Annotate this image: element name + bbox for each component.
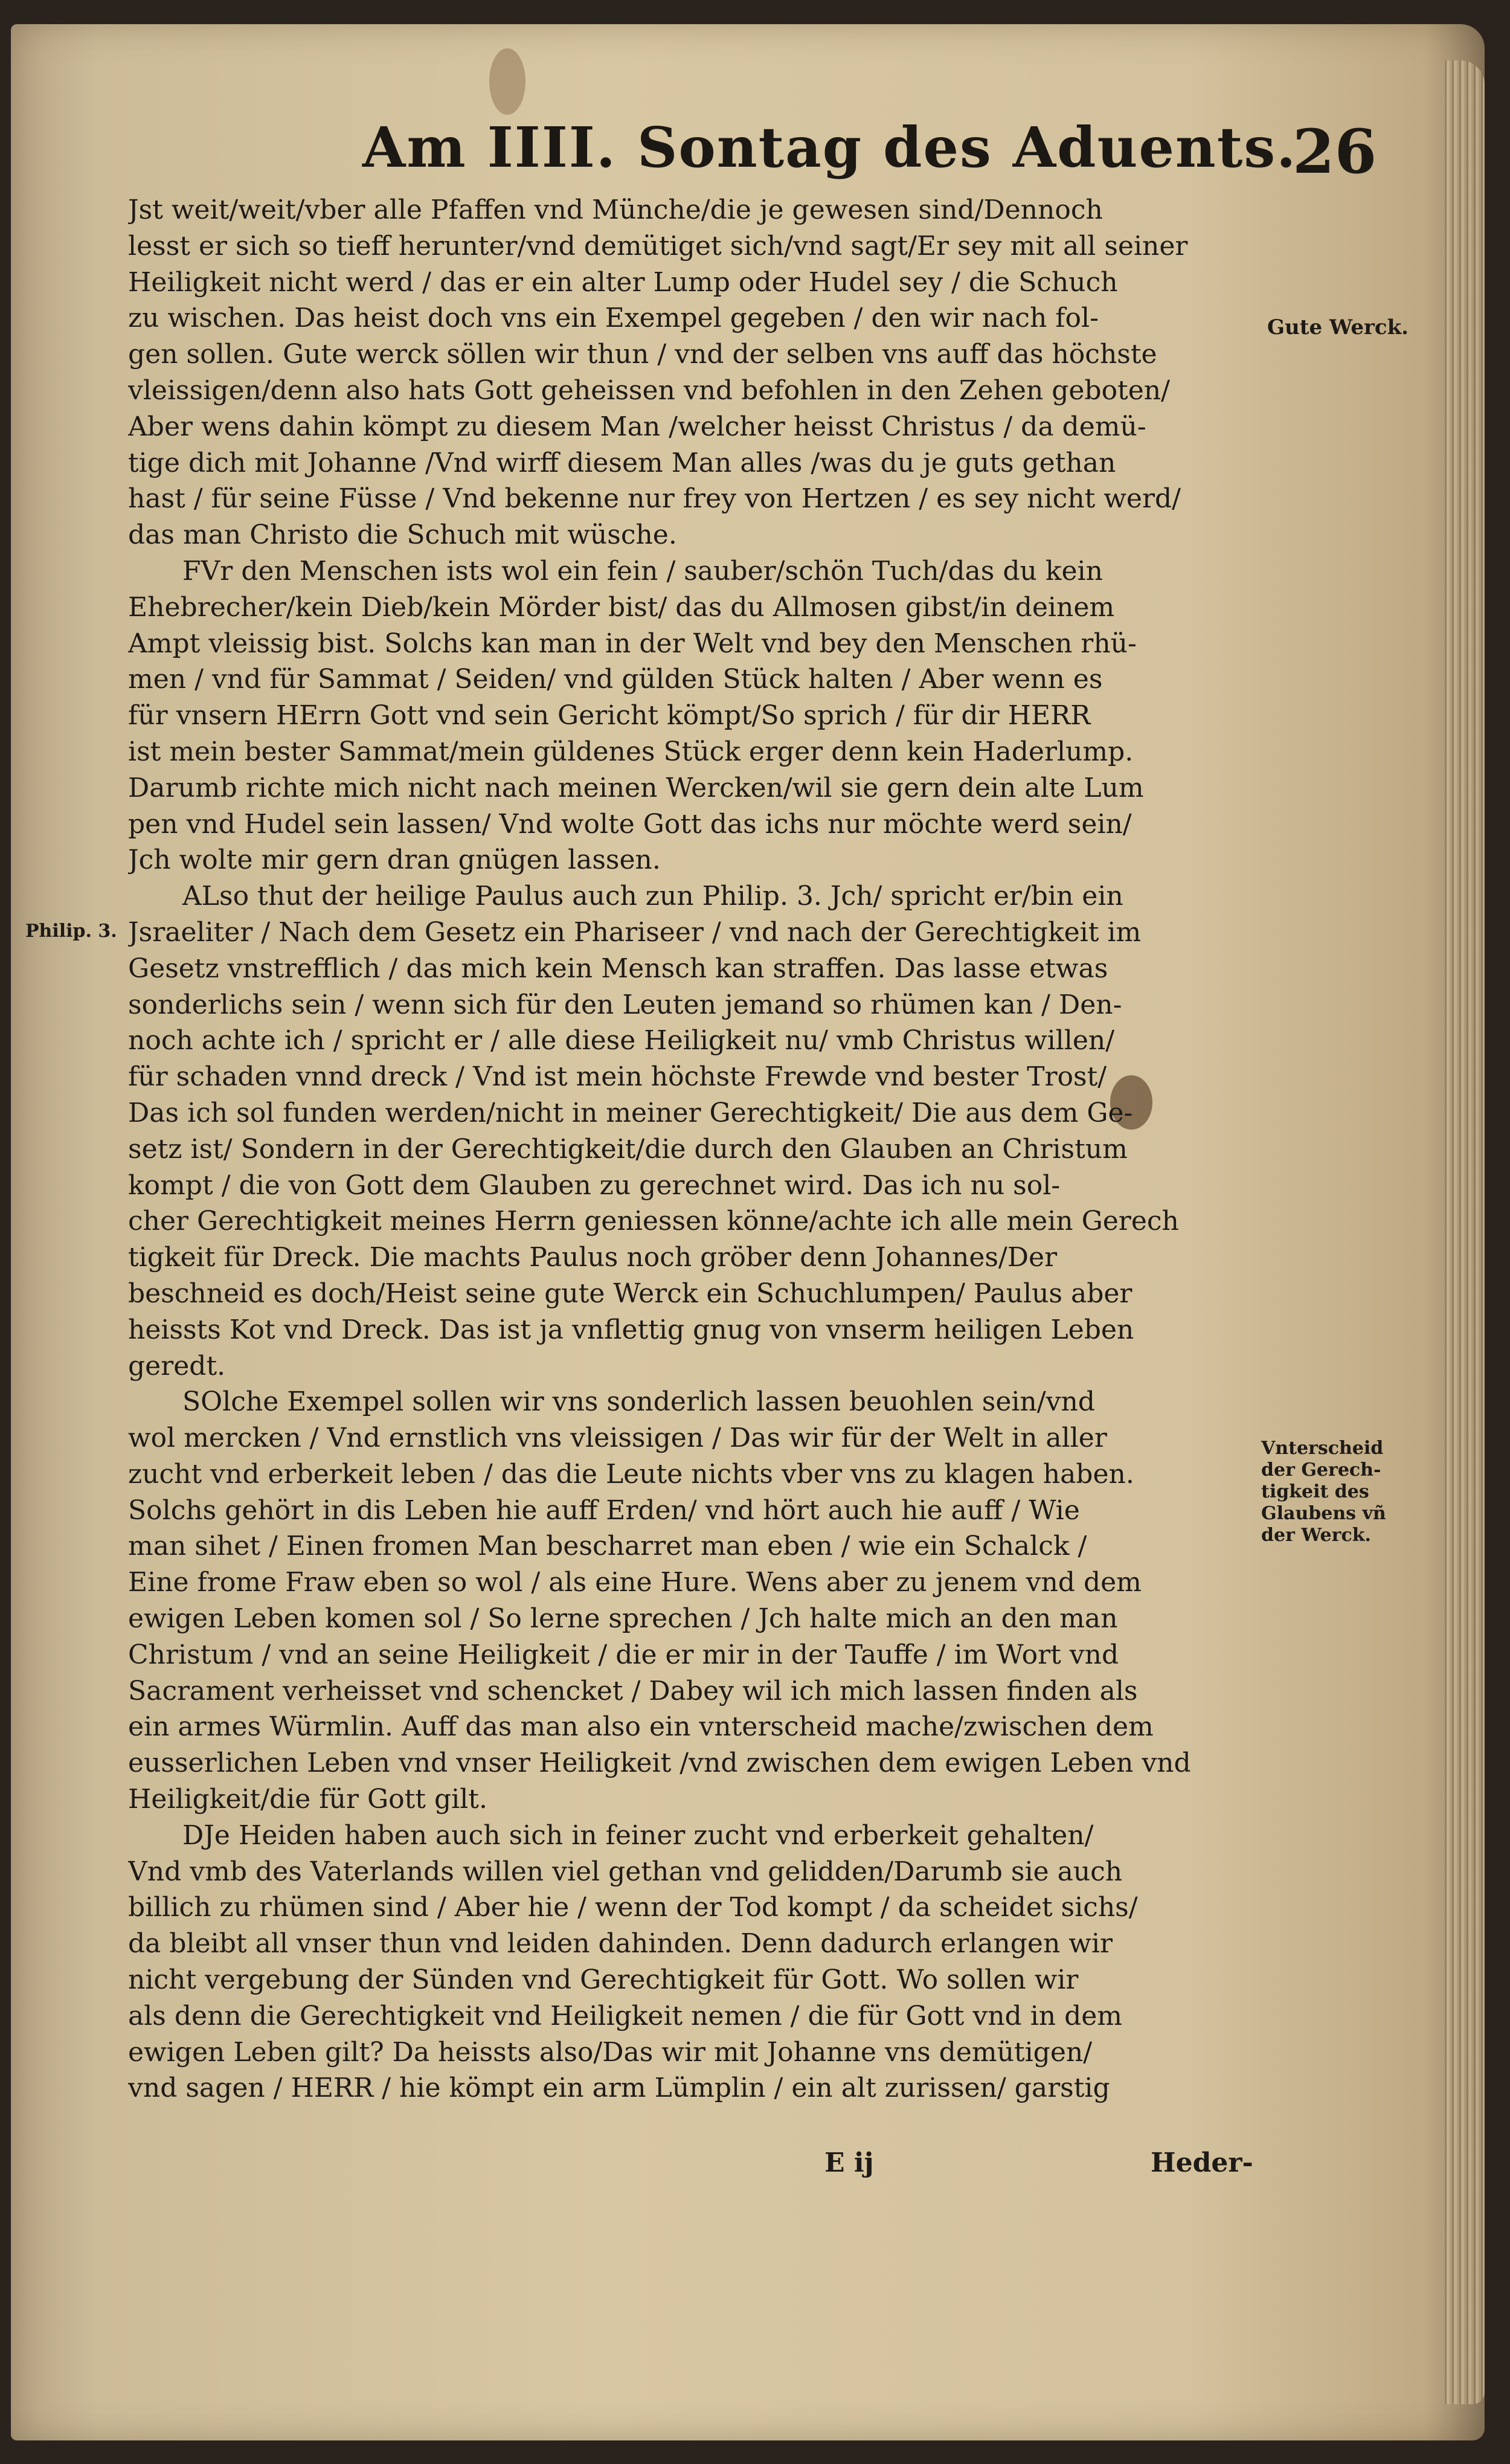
text-line: nicht vergebung der Sünden vnd Gerechtigkeit für Gott. Wo sollen wir	[128, 1964, 1079, 1996]
body-text	[128, 192, 1258, 2106]
text-line: für vnsern HErrn Gott vnd sein Gericht kömpt/So sprich / für dir HERR	[128, 700, 1091, 732]
text-line: Sacrament verheisset vnd schencket / Dabey wil ich mich lassen finden als	[128, 1675, 1138, 1706]
text-line: ein armes Würmlin. Auff das man also ein vnterscheid mache/zwischen dem	[128, 1711, 1154, 1743]
text-line: Jsraeliter / Nach dem Gesetz ein Phariseer / vnd nach der Gerechtigkeit im	[128, 916, 1142, 948]
text-line: eusserlichen Leben vnd vnser Heiligkeit /vnd zwischen dem ewigen Leben vnd	[128, 1748, 1191, 1779]
running-head: Am IIII. Sontag des Aduents.	[362, 115, 1297, 180]
text-line: lesst er sich so tieff herunter/vnd demütiget sich/vnd sagt/Er sey mit all seiner	[128, 230, 1188, 262]
text-line: Aber wens dahin kömpt zu diesem Man /welcher heisst Christus / da demü-	[128, 411, 1146, 442]
text-line: Ehebrecher/kein Dieb/kein Mörder bist/ das du Allmosen gibst/in deinem	[128, 591, 1115, 623]
text-line: tigkeit für Dreck. Die machts Paulus noch gröber denn Johannes/Der	[128, 1242, 1058, 1273]
text-line: geredt.	[128, 1350, 226, 1382]
text-line: heissts Kot vnd Dreck. Das ist ja vnflettig gnug von vnserm heiligen Leben	[128, 1314, 1134, 1345]
text-line: vleissigen/denn also hats Gott geheissen vnd befohlen in den Zehen geboten/	[128, 375, 1170, 406]
text-line: Darumb richte mich nicht nach meinen Wercken/wil sie gern dein alte Lum	[128, 772, 1144, 803]
text-line: Jst weit/weit/vber alle Pfaffen vnd Münche/die je gewesen sind/Dennoch	[128, 195, 1103, 225]
text-line: da bleibt all vnser thun vnd leiden dahinden. Denn dadurch erlangen wir	[128, 1928, 1113, 1960]
text-line: hast / für seine Füsse / Vnd bekenne nur frey von Hertzen / es sey nicht werd/	[128, 483, 1181, 515]
ink-stain	[489, 48, 525, 115]
text-line: man sihet / Einen fromen Man bescharret man eben / wie ein Schalck /	[128, 1531, 1087, 1562]
text-line: DJe Heiden haben auch sich in feiner zucht vnd erberkeit gehalten/	[182, 1819, 1094, 1851]
text-line: men / vnd für Sammat / Seiden/ vnd gülden Stück halten / Aber wenn es	[128, 664, 1103, 695]
margin-note-unterscheid: Vnterscheid der Gerech- tigkeit des Glaubens vñ der Werck.	[1261, 1438, 1386, 1546]
catchword: Heder-	[1151, 2147, 1253, 2178]
text-line: sonderlichs sein / wenn sich für den Leuten jemand so rhümen kan / Den-	[128, 989, 1122, 1020]
text-line: wol mercken / Vnd ernstlich vns vleissigen / Das wir für der Welt in aller	[128, 1423, 1107, 1454]
text-line: cher Gerechtigkeit meines Herrn geniessen könne/achte ich alle mein Gerech	[128, 1206, 1179, 1237]
text-line: billich zu rhümen sind / Aber hie / wenn der Tod kompt / da scheidet sichs/	[128, 1892, 1138, 1923]
text-line: ewigen Leben gilt? Da heissts also/Das wir mit Johanne vns demütigen/	[128, 2036, 1093, 2068]
text-line: Das ich sol funden werden/nicht in meiner Gerechtigkeit/ Die aus dem Ge-	[128, 1097, 1133, 1128]
text-line: Eine frome Fraw eben so wol / als eine Hure. Wens aber zu jenem vnd dem	[128, 1567, 1142, 1598]
paragraph	[128, 878, 1258, 1384]
page-edge	[1442, 60, 1485, 2404]
paragraph	[128, 1818, 1258, 2106]
text-line: SOlche Exempel sollen wir vns sonderlich lassen beuohlen sein/vnd	[182, 1386, 1095, 1418]
text-line: Heiligkeit nicht werd / das er ein alter Lump oder Hudel sey / die Schuch	[128, 266, 1118, 298]
text-line: Ampt vleissig bist. Solchs kan man in der Welt vnd bey den Menschen rhü-	[128, 628, 1137, 659]
text-line: setz ist/ Sondern in der Gerechtigkeit/die durch den Glauben an Christum	[128, 1133, 1128, 1165]
text-line: FVr den Menschen ists wol ein fein / sauber/schön Tuch/das du kein	[182, 555, 1103, 587]
text-line: ALso thut der heilige Paulus auch zun Philip. 3. Jch/ spricht er/bin ein	[182, 881, 1123, 912]
paragraph	[128, 192, 1258, 553]
text-line: Vnd vmb des Vaterlands willen viel gethan vnd gelidden/Darumb sie auch	[128, 1856, 1123, 1887]
text-line: tige dich mit Johanne /Vnd wirff diesem Man alles /was du je guts gethan	[128, 447, 1116, 478]
text-line: Solchs gehört in dis Leben hie auff Erden/ vnd hört auch hie auff / Wie	[128, 1494, 1080, 1526]
margin-note-gute-werck: Gute Werck.	[1267, 315, 1409, 339]
text-line: Gesetz vnstrefflich / das mich kein Mensch kan straffen. Das lasse etwas	[128, 953, 1108, 984]
text-line: Christum / vnd an seine Heiligkeit / die er mir in der Tauffe / im Wort vnd	[128, 1639, 1119, 1670]
text-line: noch achte ich / spricht er / alle diese Heiligkeit nu/ vmb Christus willen/	[128, 1025, 1115, 1057]
text-line: Jch wolte mir gern dran gnügen lassen.	[128, 844, 661, 876]
text-line: Heiligkeit/die für Gott gilt.	[128, 1784, 487, 1815]
text-line: pen vnd Hudel sein lassen/ Vnd wolte Gott das ichs nur möchte werd sein/	[128, 808, 1132, 840]
paragraph	[128, 553, 1258, 878]
text-line: zu wischen. Das heist doch vns ein Exempel gegeben / den wir nach fol-	[128, 303, 1099, 334]
text-line: ewigen Leben komen sol / So lerne sprechen / Jch halte mich an den man	[128, 1603, 1118, 1635]
text-line: gen sollen. Gute werck söllen wir thun / vnd der selben vns auff das höchste	[128, 339, 1157, 370]
page-number: 26	[1293, 116, 1377, 187]
text-line: kompt / die von Gott dem Glauben zu gerechnet wird. Das ich nu sol-	[128, 1169, 1061, 1201]
text-line: das man Christo die Schuch mit wüsche.	[128, 519, 677, 551]
text-line: vnd sagen / HERR / hie kömpt ein arm Lümplin / ein alt zurissen/ garstig	[128, 2073, 1110, 2104]
text-line: ist mein bester Sammat/mein güldenes Stück erger denn kein Haderlump.	[128, 736, 1134, 767]
paragraph	[128, 1384, 1258, 1818]
text-line: beschneid es doch/Heist seine gute Werck ein Schuchlumpen/ Paulus aber	[128, 1278, 1132, 1309]
text-line: für schaden vnnd dreck / Vnd ist mein höchste Frewde vnd bester Trost/	[128, 1061, 1107, 1093]
text-line: als denn die Gerechtigkeit vnd Heiligkeit nemen / die für Gott vnd in dem	[128, 2000, 1123, 2031]
signature-mark: E ij	[824, 2147, 874, 2178]
text-line: zucht vnd erberkeit leben / das die Leute nichts vber vns zu klagen haben.	[128, 1458, 1134, 1490]
margin-note-philip: Philip. 3.	[25, 921, 117, 942]
